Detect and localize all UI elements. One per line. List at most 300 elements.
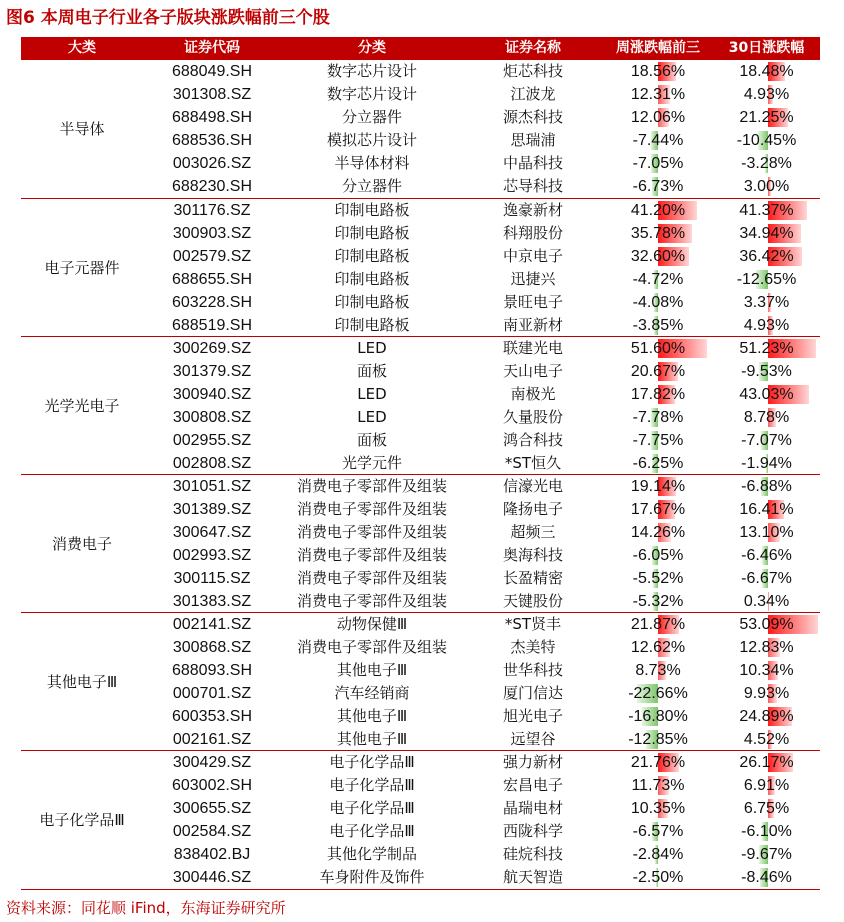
week-change-text: -2.50% [632, 869, 684, 886]
week-change-text: -7.05% [632, 155, 684, 172]
sub-sector: 消费电子零部件及组装 [296, 546, 447, 564]
security-name: *ST恒久 [504, 454, 562, 472]
security-name: 厦门信达 [502, 684, 563, 702]
week-change-text: -7.78% [632, 409, 684, 426]
month-change-text: -12.65% [736, 271, 797, 288]
table-row [143, 705, 820, 728]
month-change-text: 3.37% [743, 294, 790, 311]
month-change-text: -10.45% [736, 132, 797, 149]
week-change-value [603, 268, 713, 291]
security-code: 300808.SZ [172, 409, 252, 426]
month-change-value [713, 636, 820, 659]
security-name: 逸豪新材 [502, 201, 563, 219]
month-change-text: 6.91% [743, 777, 790, 794]
week-change-text: 41.20% [630, 202, 686, 219]
month-change-text: -3.28% [741, 155, 792, 172]
table-row [143, 797, 820, 820]
week-change-text: 12.31% [630, 86, 686, 103]
month-change-value [713, 613, 820, 636]
security-name: 远望谷 [510, 730, 556, 748]
week-change-value [603, 544, 713, 567]
table-row [143, 774, 820, 797]
table-row [143, 83, 820, 106]
sub-sector: 电子化学品Ⅲ [329, 799, 415, 817]
security-code: 301308.SZ [172, 86, 252, 103]
month-change-value [713, 521, 820, 544]
sub-sector: 消费电子零部件及组装 [296, 500, 447, 518]
month-change-text: -6.67% [741, 570, 792, 587]
security-name: 中京电子 [502, 247, 563, 265]
month-change-value [713, 106, 820, 129]
security-name: 芯导科技 [502, 177, 563, 195]
header-category: 大类 [68, 40, 96, 56]
security-name: 鸿合科技 [502, 431, 563, 449]
security-code: 300903.SZ [172, 225, 252, 242]
month-change-text: 0.34% [743, 593, 790, 610]
security-code: 002584.SZ [172, 823, 252, 840]
security-code: 300429.SZ [172, 754, 252, 771]
table-row [143, 291, 820, 314]
security-name: 航天智造 [502, 868, 563, 886]
week-change-value [603, 291, 713, 314]
sub-sector: 其他化学制品 [326, 845, 417, 863]
week-change-text: -12.85% [628, 731, 688, 748]
security-name: 信濠光电 [502, 477, 563, 495]
sub-sector: 半导体材料 [334, 154, 410, 172]
security-code: 688049.SH [171, 63, 253, 80]
month-change-text: 13.10% [739, 524, 794, 541]
table-header [21, 37, 820, 60]
sub-sector: 光学元件 [341, 454, 402, 472]
security-code: 688498.SH [171, 109, 253, 126]
table-row [143, 659, 820, 682]
security-name: 源杰科技 [502, 108, 563, 126]
month-change-text: 4.52% [743, 731, 790, 748]
month-change-text: -9.53% [741, 363, 792, 380]
security-name: 晶瑞电材 [502, 799, 563, 817]
security-name: 杰美特 [510, 638, 556, 656]
sub-sector: 消费电子零部件及组装 [296, 592, 447, 610]
month-change-text: 6.75% [743, 800, 790, 817]
week-change-value [603, 705, 713, 728]
security-name: 旭光电子 [502, 707, 563, 725]
month-change-value [713, 152, 820, 175]
week-change-value [603, 83, 713, 106]
month-change-text: 26.17% [739, 754, 794, 771]
security-code: 003026.SZ [172, 155, 252, 172]
week-change-text: 10.35% [630, 800, 686, 817]
week-change-text: -2.84% [632, 846, 684, 863]
security-name: 硅烷科技 [502, 845, 563, 863]
table-row [143, 751, 820, 774]
sub-sector: 数字芯片设计 [326, 62, 417, 80]
week-change-value [603, 360, 713, 383]
table-row [143, 429, 820, 452]
week-change-text: 14.26% [630, 524, 686, 541]
week-change-value [603, 866, 713, 889]
week-change-text: 18.56% [630, 63, 686, 80]
security-name: 隆扬电子 [502, 500, 563, 518]
table-row [143, 175, 820, 198]
month-change-value [713, 175, 820, 198]
security-code: 300647.SZ [172, 524, 252, 541]
sector-group [21, 612, 820, 750]
sub-sector: 其他电子Ⅲ [336, 730, 408, 748]
security-code: 301389.SZ [172, 501, 252, 518]
sector-group [21, 474, 820, 612]
table-row [143, 129, 820, 152]
security-code: 300655.SZ [172, 800, 252, 817]
month-change-value [713, 245, 820, 268]
month-change-text: 12.83% [739, 639, 794, 656]
security-code: 688519.SH [171, 317, 253, 334]
week-change-text: 8.73% [635, 662, 681, 679]
week-change-value [603, 383, 713, 406]
security-name: 世华科技 [502, 661, 563, 679]
security-code: 300868.SZ [172, 639, 252, 656]
week-change-value [603, 406, 713, 429]
week-change-value [603, 774, 713, 797]
week-change-value [603, 521, 713, 544]
table-row [143, 106, 820, 129]
sub-sector: 面板 [356, 431, 387, 449]
sub-sector: 印制电路板 [334, 270, 410, 288]
week-change-text: 21.87% [630, 616, 686, 633]
week-change-text: -6.73% [632, 178, 684, 195]
month-change-value [713, 475, 820, 498]
week-change-value [603, 60, 713, 83]
table-row [143, 199, 820, 222]
month-change-text: 53.09% [739, 616, 794, 633]
security-name: 南极光 [510, 385, 556, 403]
security-name: 炬芯科技 [502, 62, 563, 80]
security-code: 002993.SZ [172, 547, 252, 564]
month-change-value [713, 498, 820, 521]
week-change-text: 20.67% [630, 363, 686, 380]
month-change-value [713, 751, 820, 774]
security-code: 300115.SZ [173, 570, 251, 587]
week-change-text: 32.60% [630, 248, 686, 265]
security-code: 300269.SZ [172, 340, 252, 357]
header-code: 证券代码 [184, 40, 240, 56]
table-row [143, 843, 820, 866]
security-name: 科翔股份 [502, 224, 563, 242]
sub-sector: 消费电子零部件及组装 [296, 477, 447, 495]
table-row [143, 245, 820, 268]
week-change-text: 21.76% [630, 754, 686, 771]
security-code: 301051.SZ [172, 478, 252, 495]
week-change-value [603, 245, 713, 268]
category-label: 半导体 [59, 120, 105, 138]
sub-sector: 其他电子Ⅲ [336, 707, 408, 725]
month-change-value [713, 337, 820, 360]
header-subsector: 分类 [358, 40, 386, 56]
security-code: 688230.SH [171, 178, 253, 195]
week-change-value [603, 129, 713, 152]
security-name: 江波龙 [510, 85, 556, 103]
month-change-value [713, 544, 820, 567]
security-name: 中晶科技 [502, 154, 563, 172]
sub-sector: 消费电子零部件及组装 [296, 569, 447, 587]
week-change-value [603, 429, 713, 452]
security-code: 002141.SZ [172, 616, 252, 633]
table-row [143, 452, 820, 475]
table-row [143, 337, 820, 360]
table-row [143, 636, 820, 659]
month-change-value [713, 567, 820, 590]
security-name: 长盈精密 [502, 569, 563, 587]
sub-sector: 动物保健Ⅲ [336, 615, 408, 633]
month-change-value [713, 774, 820, 797]
month-change-value [713, 83, 820, 106]
week-change-value [603, 797, 713, 820]
stock-table [21, 37, 820, 890]
week-change-value [603, 199, 713, 222]
week-change-text: -3.85% [632, 317, 684, 334]
table-row [143, 475, 820, 498]
figure-title: 图6 本周电子行业各子版块涨跌幅前三个股 [6, 8, 330, 28]
security-name: 超频三 [510, 523, 556, 541]
sub-sector: 电子化学品Ⅲ [329, 822, 415, 840]
month-change-text: 16.41% [739, 501, 794, 518]
table-row [143, 613, 820, 636]
security-name: 迅捷兴 [510, 270, 556, 288]
table-row [143, 383, 820, 406]
security-code: 301379.SZ [172, 363, 252, 380]
month-change-text: 4.93% [743, 317, 790, 334]
week-change-text: -6.25% [632, 455, 684, 472]
category-label: 消费电子 [51, 535, 112, 553]
month-change-text: 18.48% [739, 63, 794, 80]
table-row [143, 360, 820, 383]
table-row [143, 567, 820, 590]
security-code: 603002.SH [171, 777, 253, 794]
month-change-value [713, 429, 820, 452]
month-change-value [713, 268, 820, 291]
week-change-text: 11.73% [631, 777, 685, 794]
month-change-text: -6.88% [741, 478, 792, 495]
month-change-text: 4.93% [743, 86, 790, 103]
month-change-text: 41.37% [739, 202, 794, 219]
security-code: 300446.SZ [172, 869, 252, 886]
table-row [143, 152, 820, 175]
sub-sector: 电子化学品Ⅲ [329, 753, 415, 771]
week-change-value [603, 843, 713, 866]
week-change-text: -5.52% [632, 570, 684, 587]
week-change-value [603, 751, 713, 774]
week-change-text: 19.14% [630, 478, 686, 495]
month-change-text: -1.94% [741, 455, 792, 472]
month-change-value [713, 820, 820, 843]
source-note: 资料来源：同花顺 iFind，东海证券研究所 [6, 899, 286, 917]
security-name: 南亚新材 [502, 316, 563, 334]
table-row [143, 314, 820, 337]
month-change-text: 10.34% [739, 662, 794, 679]
table-row [143, 60, 820, 83]
table-row [143, 268, 820, 291]
security-code: 838402.BJ [173, 846, 251, 863]
security-name: 联建光电 [502, 339, 563, 357]
header-week-change: 周涨跌幅前三 [616, 40, 700, 56]
security-name: 景旺电子 [502, 293, 563, 311]
security-code: 300940.SZ [172, 386, 252, 403]
month-change-value [713, 728, 820, 751]
month-change-text: 21.25% [739, 109, 794, 126]
week-change-text: -7.75% [632, 432, 684, 449]
week-change-text: -16.80% [628, 708, 688, 725]
security-code: 301383.SZ [172, 593, 252, 610]
week-change-value [603, 222, 713, 245]
month-change-text: 9.93% [743, 685, 790, 702]
month-change-value [713, 129, 820, 152]
month-change-text: 24.89% [739, 708, 794, 725]
month-change-text: 34.94% [739, 225, 794, 242]
sub-sector: LED [357, 408, 387, 426]
month-change-text: 36.42% [739, 248, 794, 265]
month-change-text: 8.78% [743, 409, 790, 426]
month-change-value [713, 222, 820, 245]
security-code: 002955.SZ [172, 432, 252, 449]
sector-group [21, 336, 820, 474]
table-row [143, 820, 820, 843]
week-change-value [603, 728, 713, 751]
week-change-text: 12.62% [630, 639, 686, 656]
category-label: 电子化学品Ⅲ [39, 811, 125, 829]
security-name: 奥海科技 [502, 546, 563, 564]
security-code: 000701.SZ [172, 685, 252, 702]
month-change-value [713, 383, 820, 406]
month-change-value [713, 866, 820, 889]
month-change-value [713, 705, 820, 728]
week-change-value [603, 682, 713, 705]
security-name: 强力新材 [502, 753, 563, 771]
week-change-text: 17.82% [630, 386, 686, 403]
month-change-value [713, 682, 820, 705]
week-change-value [603, 314, 713, 337]
week-change-text: 51.60% [630, 340, 686, 357]
week-change-value [603, 152, 713, 175]
sub-sector: 模拟芯片设计 [326, 131, 417, 149]
week-change-value [603, 452, 713, 475]
week-change-value [603, 498, 713, 521]
sub-sector: 车身附件及饰件 [319, 868, 425, 886]
week-change-value [603, 590, 713, 613]
month-change-value [713, 452, 820, 475]
month-change-value [713, 797, 820, 820]
week-change-value [603, 659, 713, 682]
month-change-text: 3.00% [743, 178, 790, 195]
sub-sector: 印制电路板 [334, 201, 410, 219]
month-change-text: 51.23% [739, 340, 794, 357]
table-row [143, 728, 820, 751]
table-row [143, 682, 820, 705]
sub-sector: 其他电子Ⅲ [336, 661, 408, 679]
security-code: 600353.SH [171, 708, 253, 725]
week-change-value [603, 567, 713, 590]
week-change-value [603, 613, 713, 636]
week-change-text: -6.05% [632, 547, 684, 564]
week-change-text: -22.66% [628, 685, 688, 702]
month-change-value [713, 659, 820, 682]
sub-sector: 分立器件 [341, 108, 402, 126]
month-change-value [713, 60, 820, 83]
table-row [143, 866, 820, 889]
sub-sector: 印制电路板 [334, 224, 410, 242]
sector-group [21, 60, 820, 198]
security-code: 603228.SH [171, 294, 253, 311]
table-row [143, 498, 820, 521]
security-name: 西陇科学 [502, 822, 563, 840]
category-label: 电子元器件 [44, 259, 120, 277]
security-code: 688536.SH [171, 132, 253, 149]
week-change-text: -5.32% [632, 593, 684, 610]
table-row [143, 590, 820, 613]
security-code: 002808.SZ [172, 455, 252, 472]
category-label: 光学光电子 [44, 397, 120, 415]
sub-sector: 电子化学品Ⅲ [329, 776, 415, 794]
header-name: 证券名称 [505, 40, 561, 56]
week-change-text: -6.57% [632, 823, 684, 840]
sub-sector: 消费电子零部件及组装 [296, 638, 447, 656]
table-row [143, 406, 820, 429]
sector-group [21, 750, 820, 888]
security-code: 688093.SH [171, 662, 253, 679]
security-name: 思瑞浦 [510, 131, 556, 149]
week-change-value [603, 475, 713, 498]
table-row [143, 222, 820, 245]
week-change-value [603, 820, 713, 843]
security-name: 宏昌电子 [502, 776, 563, 794]
month-change-text: -9.67% [741, 846, 792, 863]
month-change-text: -8.46% [741, 869, 792, 886]
month-change-text: 43.03% [739, 386, 794, 403]
week-change-value [603, 636, 713, 659]
security-code: 688655.SH [171, 271, 253, 288]
category-label: 其他电子Ⅲ [46, 673, 118, 691]
security-code: 002161.SZ [172, 731, 252, 748]
header-30d-change: 30日涨跌幅 [728, 40, 805, 56]
month-change-text: -6.46% [741, 547, 792, 564]
sub-sector: 数字芯片设计 [326, 85, 417, 103]
security-code: 002579.SZ [172, 248, 252, 265]
sub-sector: 印制电路板 [334, 316, 410, 334]
sub-sector: 面板 [356, 362, 387, 380]
month-change-value [713, 199, 820, 222]
month-change-value [713, 291, 820, 314]
month-change-value [713, 406, 820, 429]
month-change-value [713, 360, 820, 383]
security-code: 301176.SZ [173, 202, 251, 219]
sub-sector: 汽车经销商 [334, 684, 410, 702]
week-change-text: 35.78% [630, 225, 686, 242]
sub-sector: LED [357, 385, 387, 403]
week-change-text: -4.72% [632, 271, 684, 288]
week-change-text: 12.06% [630, 109, 686, 126]
week-change-text: -7.44% [632, 132, 684, 149]
week-change-value [603, 337, 713, 360]
sector-group [21, 198, 820, 336]
sub-sector: 消费电子零部件及组装 [296, 523, 447, 541]
security-name: 天山电子 [502, 362, 563, 380]
security-name: 天键股份 [502, 592, 563, 610]
sub-sector: 印制电路板 [334, 293, 410, 311]
sub-sector: 分立器件 [341, 177, 402, 195]
security-name: *ST贤丰 [504, 615, 562, 633]
week-change-text: -4.08% [632, 294, 684, 311]
week-change-value [603, 106, 713, 129]
month-change-text: -6.10% [741, 823, 792, 840]
week-change-value [603, 175, 713, 198]
